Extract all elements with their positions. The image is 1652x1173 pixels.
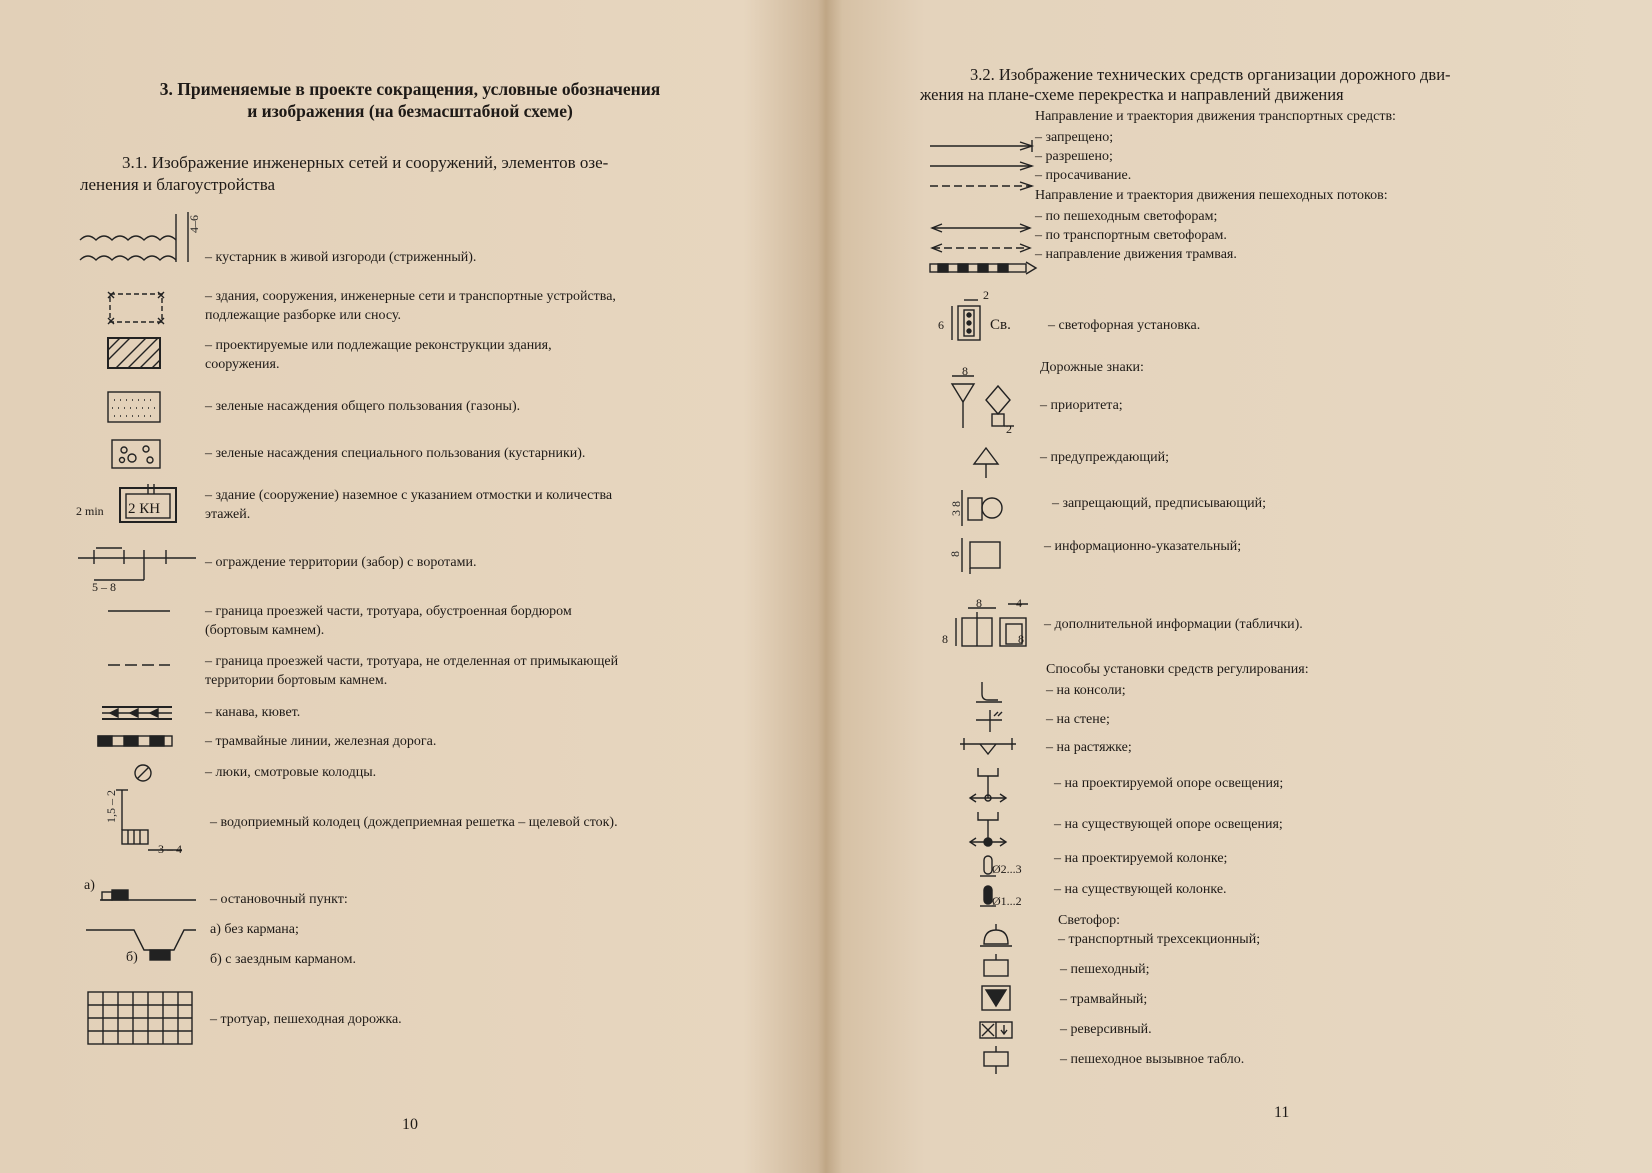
drain-dim-vertical: [100, 792, 120, 838]
legend-tram-rail: – трамвайные линии, железная дорога.: [205, 734, 437, 749]
legend-shrub-hedge: – кустарник в живой изгороди (стриженный).: [205, 250, 477, 265]
legend-no-curb-border: – граница проезжей части, тротуара, не отделенная от примыкающей территории бортовым камнем.: [205, 654, 619, 688]
sidewalk-grid-icon: [86, 990, 196, 1048]
bus-stop-pocket-icon: [84, 920, 198, 960]
manhole-icon: [132, 762, 154, 784]
existing-lamp-pole-icon: [964, 808, 1014, 848]
install-header: Способы установки средств регулирования:: [1046, 662, 1309, 677]
pedestrian-header: Направление и траектория движения пешеходных потоков:: [1035, 188, 1388, 203]
light-reversible: – реверсивный.: [1060, 1022, 1152, 1037]
lights-header: Светофор:: [1058, 913, 1120, 928]
building-dim: 2 min: [76, 504, 104, 518]
vehicle-arrows-icon: [928, 138, 1038, 196]
legend-shrubs: – зеленые насаждения специального пользования (кустарники).: [205, 446, 586, 461]
tram-rail-icon: [96, 734, 176, 748]
demolition-icon: [106, 288, 166, 328]
signal-dim-side: 6: [938, 318, 944, 332]
legend-priority-sign: – приоритета;: [1040, 398, 1123, 413]
svg-text:1,5 – 2: 1,5 – 2: [104, 790, 118, 823]
light-pedestrian: – пешеходный;: [1060, 962, 1150, 977]
signs-header: Дорожные знаки:: [1040, 360, 1144, 375]
legend-designed-building: – проектируемые или подлежащие реконструкции здания, сооружения.: [205, 338, 552, 372]
install-existing-column: – на существующей колонке.: [1054, 882, 1227, 897]
legend-ditch: – канава, кювет.: [205, 705, 301, 720]
drain-dim-horizontal: 3 – 4: [158, 842, 182, 856]
signal-dim-top: 2: [983, 288, 989, 302]
install-wall: – на стене;: [1046, 712, 1110, 727]
additional-dim-d: 8: [1018, 632, 1024, 646]
page-number-right: 11: [1274, 1104, 1290, 1121]
pedestrian-list: – по пешеходным светофорам; – по транспортным светофорам. – направление движения трамвая.: [1035, 209, 1237, 262]
subsection-right-line-1: 3.2. Изображение технических средств организации дорожного дви-: [970, 65, 1451, 84]
install-console: – на консоли;: [1046, 683, 1126, 698]
light-call-panel: – пешеходное вызывное табло.: [1060, 1052, 1245, 1067]
svg-text:4–6: 4–6: [187, 215, 201, 233]
reversible-light-icon: [976, 1018, 1016, 1044]
legend-bus-stop: – остановочный пункт:: [210, 892, 348, 907]
pedestrian-arrows-icon: [928, 220, 1038, 276]
legend-demolition: – здания, сооружения, инженерные сети и транспортные устройства, подлежащие разборке или сносу.: [205, 289, 616, 323]
signal-label: Св.: [990, 317, 1011, 333]
curb-line-icon: [106, 608, 172, 614]
legend-lawn: – зеленые насаждения общего пользования (газоны).: [205, 399, 521, 414]
shrub-dim-label: [176, 212, 201, 244]
install-existing-pole: – на существующей опоре освещения;: [1054, 817, 1283, 832]
legend-sidewalk: – тротуар, пешеходная дорожка.: [210, 1012, 402, 1027]
page-number-left: 10: [402, 1116, 418, 1133]
legend-info-sign: – информационно-указательный;: [1044, 539, 1242, 554]
info-dim: [946, 540, 962, 566]
pedestrian-light-icon: [978, 952, 1014, 980]
legend-fence: – ограждение территории (забор) с воротами.: [205, 555, 477, 570]
additional-dim-b: 4: [1016, 596, 1022, 610]
warning-sign-icon: [968, 444, 1004, 480]
legend-prohibitory-sign: – запрещающий, предписывающий;: [1052, 496, 1266, 511]
install-designed-column: – на проектируемой колонке;: [1054, 851, 1228, 866]
no-curb-line-icon: [106, 662, 172, 668]
heading-line-1: 3. Применяемые в проекте сокращения, условные обозначения: [159, 79, 661, 99]
existing-column-dim: Ø1...2: [992, 894, 1022, 908]
legend-curb-border: – граница проезжей части, тротуара, обустроенная бордюром (бортовым камнем).: [205, 604, 572, 638]
subsection-line-2: ленения и благоустройства: [80, 175, 276, 194]
subsection-right-line-2: жения на плане-схеме перекрестка и направлений движения: [920, 85, 1344, 104]
light-tram: – трамвайный;: [1060, 992, 1148, 1007]
designed-building-icon: [106, 336, 162, 372]
section-heading: [105, 78, 715, 122]
legend-building-floors: – здание (сооружение) наземное с указанием отмостки и количества этажей.: [205, 488, 613, 522]
additional-dim-a: 8: [976, 596, 982, 610]
console-mount-icon: [968, 680, 1008, 704]
legend-stop-a: а) без кармана;: [210, 922, 299, 937]
stop-mark-b: б): [126, 950, 138, 965]
bus-stop-icon: [84, 882, 198, 906]
light-vehicle: – транспортный трехсекционный;: [1058, 932, 1261, 947]
install-designed-pole: – на проектируемой опоре освещения;: [1054, 776, 1284, 791]
stop-mark-a: а): [84, 878, 95, 893]
legend-stop-b: б) с заездным карманом.: [210, 952, 356, 967]
shrubs-icon: [110, 438, 162, 470]
building-label: 2 КН: [128, 501, 161, 517]
designed-lamp-pole-icon: [964, 764, 1014, 804]
vehicle-light-icon: [978, 922, 1014, 952]
priority-dim-side: 2: [1006, 422, 1012, 436]
prohibitory-dim: [946, 490, 962, 526]
svg-text:3 8: 3 8: [949, 501, 963, 516]
svg-text:8: 8: [948, 551, 962, 557]
priority-dim-top: 8: [962, 364, 968, 378]
wall-mount-icon: [968, 708, 1008, 734]
vehicle-header: Направление и траектория движения транспортных средств:: [1035, 109, 1396, 124]
legend-warning-sign: – предупреждающий;: [1040, 450, 1169, 465]
install-stretch: – на растяжке;: [1046, 740, 1132, 755]
heading-line-2: и изображения (на безмасштабной схеме): [247, 101, 573, 121]
legend-signal: – светофорная установка.: [1048, 318, 1201, 333]
legend-additional-sign: – дополнительной информации (таблички).: [1044, 617, 1303, 632]
tram-light-icon: [978, 982, 1014, 1016]
designed-column-dim: Ø2...3: [992, 862, 1022, 876]
legend-manholes: – люки, смотровые колодцы.: [205, 765, 377, 780]
fence-dim: 5 – 8: [92, 580, 116, 594]
pedestrian-call-panel-icon: [978, 1046, 1014, 1076]
subsection-line-1: 3.1. Изображение инженерных сетей и сооружений, элементов озе-: [122, 153, 609, 172]
page-right: [828, 0, 1652, 1173]
additional-dim-c: 8: [942, 632, 948, 646]
legend-drain-well: – водоприемный колодец (дождеприемная решетка – щелевой сток).: [210, 815, 618, 830]
stretch-mount-icon: [958, 736, 1018, 760]
ditch-icon: [100, 704, 174, 722]
additional-sign-icon: [948, 594, 1038, 658]
vehicle-list: – запрещено; – разрешено; – просачивание.: [1035, 130, 1132, 183]
lawn-icon: [106, 390, 162, 424]
